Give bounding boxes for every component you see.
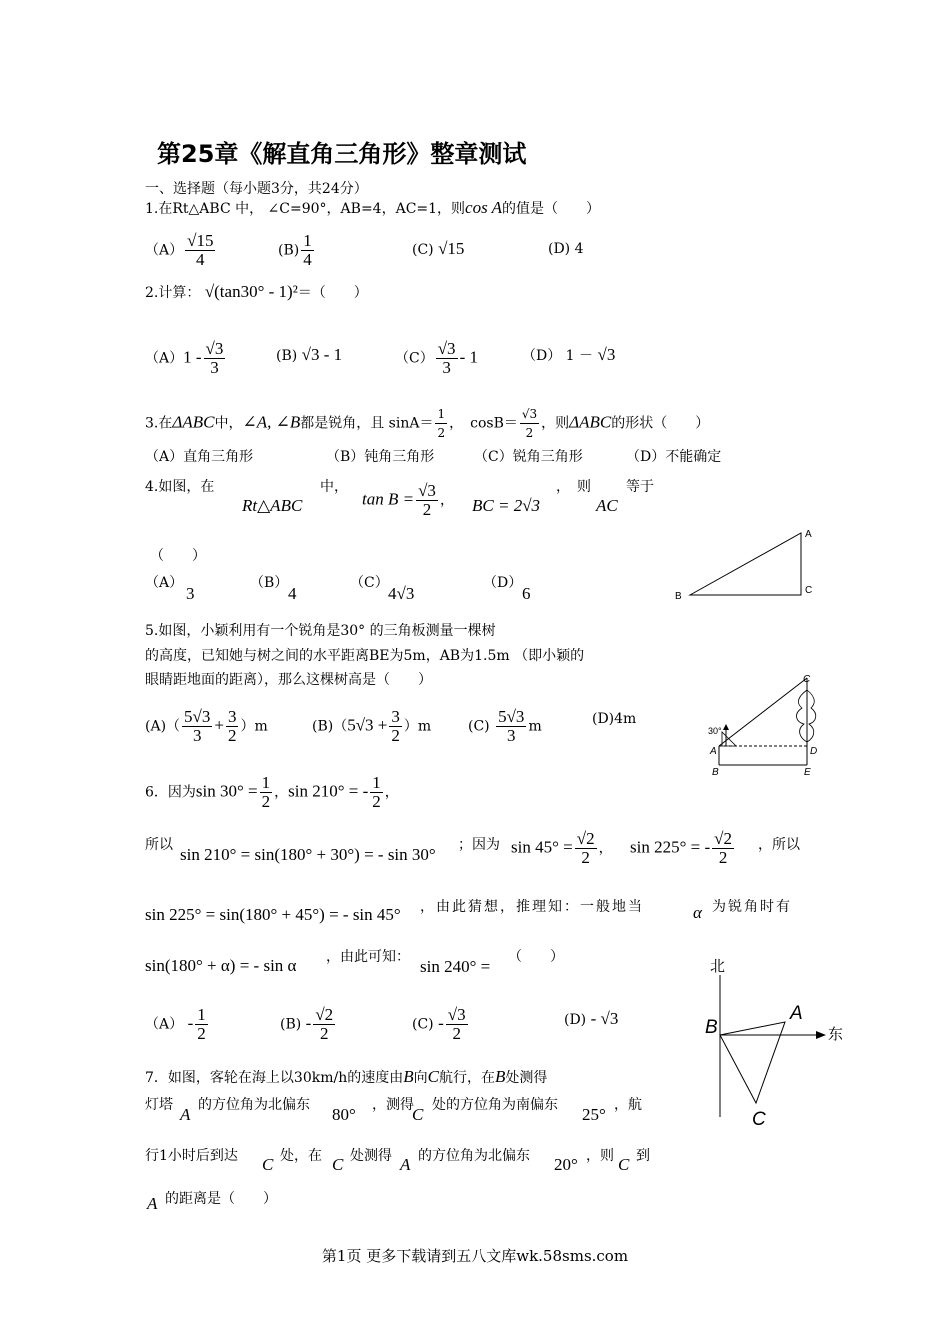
q7-line3-a: 行1小时后到达 [145,1148,238,1164]
q4-paren: （ ） [150,548,206,564]
q3-option-d: （D）不能确定 [626,449,722,465]
q7-line2-A: A [180,1105,191,1124]
q6-option-d: (D) - √3 [564,1009,619,1028]
q7-line3-b: 处，在 [280,1148,322,1164]
q3-option-b: （B）钝角三角形 [326,449,435,465]
page-footer: 第1页 更多下载请到五八文库wk.58sms.com [321,1247,629,1265]
question-4-stem: 4.如图，在 [145,479,215,495]
q6-paren: （ ） [508,949,564,965]
svg-text:C: C [803,674,811,685]
q4-ac: AC [596,496,618,515]
q6-option-a: （A） - $\frac{1}{2}$ [145,1005,206,1043]
q7-line2-e: ，航 [614,1097,642,1113]
question-3-stem: 3.在ΔABC中，∠A, ∠B都是锐角，且 sinA＝ $\frac{1}{2}$ ， cosB＝ $\frac{√3}{2}$ ，则ΔABC的形状（ ） [145,407,710,440]
question-5-line1: 5.如图，小颖利用有一个锐角是30° 的三角板测量一棵树 [145,623,496,639]
q6-option-c: (C) - $\frac{√3}{2}$ [412,1005,466,1043]
q6-alpha: α [693,903,702,922]
q7-line3-A: A [400,1155,411,1174]
q7-line3-d: 的方位角为北偏东 [418,1148,530,1164]
q4-option-a-value: 3 [186,584,195,603]
q7-line4: 的距离是（ ） [165,1191,277,1207]
q4-triangle-figure [670,525,820,605]
q6-sin45: sin 45° = $\frac{√2}{2}$ ， [511,829,613,867]
q7-compass-figure [690,955,850,1135]
q4-tanb: tan B = $\frac{√3}{2}$ ， [362,481,454,519]
q4-then: ， 则 [556,479,591,495]
svg-text:30°: 30° [708,726,722,736]
q7-line1: 7．如图，客轮在海上以30km/h的速度由B向C航行，在B处测得 [145,1067,548,1086]
svg-text:C: C [805,585,813,596]
q5-option-a: (A)（ $\frac{5√3}{3}$ + $\frac{3}{2}$ ）m [145,707,268,745]
q2-option-d: （D） 1 － √3 [522,345,616,364]
svg-text:A: A [805,529,812,540]
question-1-stem: 1.在Rt△ABC 中， ∠C=90°，AB=4，AC=1，则cos A的值是（ ） [145,198,601,217]
q6-expr-225: sin 225° = sin(180° + 45°) = - sin 45° [145,905,401,924]
q1-option-b: (B) $\frac{1}{4}$ [278,231,312,269]
q5-option-c: (C) $\frac{5√3}{3}$ m [468,707,542,745]
svg-text:E: E [804,767,811,778]
q5-tree-figure [700,670,830,780]
q7-line2-d: 处的方位角为南偏东 [432,1097,558,1113]
q7-line4-A: A [147,1194,158,1213]
q5-option-b: (B)（5√3 + $\frac{3}{2}$ ）m [312,707,432,745]
svg-text:B: B [705,1017,718,1038]
q6-so-end: ，所以 [758,837,800,853]
q7-line3-c: 处测得 [350,1148,392,1164]
q3-option-a: （A）直角三角形 [145,449,254,465]
page-title: 第25章《解直角三角形》整章测试 [157,140,527,168]
svg-text:北: 北 [710,958,726,975]
q7-line3-C2: C [332,1155,344,1174]
svg-text:东: 东 [828,1026,844,1043]
q4-text: 中， [320,479,348,495]
q7-line3-C3: C [618,1155,630,1174]
q6-sin225: sin 225° = - $\frac{√2}{2}$ [630,829,732,867]
svg-text:C: C [752,1109,766,1130]
q7-line3-e: ，则 [586,1148,614,1164]
q5-option-d: (D)4m [592,711,637,727]
q3-option-c: （C）锐角三角形 [474,449,583,465]
q6-because: ；因为 [458,837,500,853]
q4-option-c-value: 4√3 [388,584,415,603]
question-5-line2: 的高度，已知她与树之间的水平距离BE为5m，AB为1.5m （即小颖的 [145,648,585,664]
svg-text:D: D [810,746,818,757]
q6-known: ，由此可知： [326,949,410,965]
q6-guess: ，由此猜想，推理知：一般地当 [420,899,644,915]
q1-option-d: (D) 4 [548,241,584,257]
q2-option-a: （A）1 - $\frac{√3}{3}$ [145,339,224,377]
q7-line3-C1: C [262,1155,274,1174]
question-5-line3: 眼睛距地面的距离），那么这棵树高是（ ） [145,672,432,688]
q4-option-d-value: 6 [522,584,531,603]
q4-bc: BC = 2√3 [472,496,541,515]
q4-option-b-value: 4 [288,584,297,603]
q6-option-b: (B) - $\frac{√2}{2}$ [280,1005,334,1043]
q7-line3-f: 到 [636,1148,650,1164]
q1-option-a: （A） $\frac{√15}{4}$ [145,231,214,269]
svg-text:A: A [710,746,717,757]
q7-line2-angle80: 80° [332,1105,356,1124]
q6-sin240: sin 240° = [420,957,491,976]
q6-expr-general: sin(180° + α) = - sin α [145,956,297,975]
q6-expr-210: sin 210° = sin(180° + 30°) = - sin 30° [180,845,436,864]
q4-option-c: （C） [350,575,389,591]
section-heading: 一、选择题（每小题3分，共24分） [145,181,368,197]
q7-line2-C: C [412,1105,424,1124]
svg-text:A: A [790,1003,803,1024]
q4-equals: 等于 [626,479,654,495]
q7-line2-b: 的方位角为北偏东 [198,1097,310,1113]
q4-option-d: （D） [483,575,523,591]
q7-line2-a: 灯塔 [145,1097,173,1113]
question-6-stem: 6．因为sin 30° = $\frac{1}{2}$ ，sin 210° = - $\frac{1}{2}$ ， [145,773,399,811]
q7-line2-c: ，测得 [372,1097,414,1113]
svg-text:B: B [712,767,719,778]
q2-option-c: （C） $\frac{√3}{3}$ - 1 [395,339,478,377]
q4-option-a: （A） [145,575,184,591]
question-2-stem: 2.计算： √(tan30° - 1)²＝（ ） [145,282,368,301]
svg-text:B: B [675,591,682,602]
q1-option-c: (C) √15 [412,239,465,258]
q4-option-b: （B） [250,575,289,591]
q7-line2-angle25: 25° [582,1105,606,1124]
q2-option-b: (B) √3 - 1 [276,345,343,364]
q7-line3-angle20: 20° [554,1155,578,1174]
q6-acute: 为锐角时有 [712,899,792,915]
q6-so: 所以 [145,837,173,853]
q4-triangle: Rt△ABC [242,496,303,515]
